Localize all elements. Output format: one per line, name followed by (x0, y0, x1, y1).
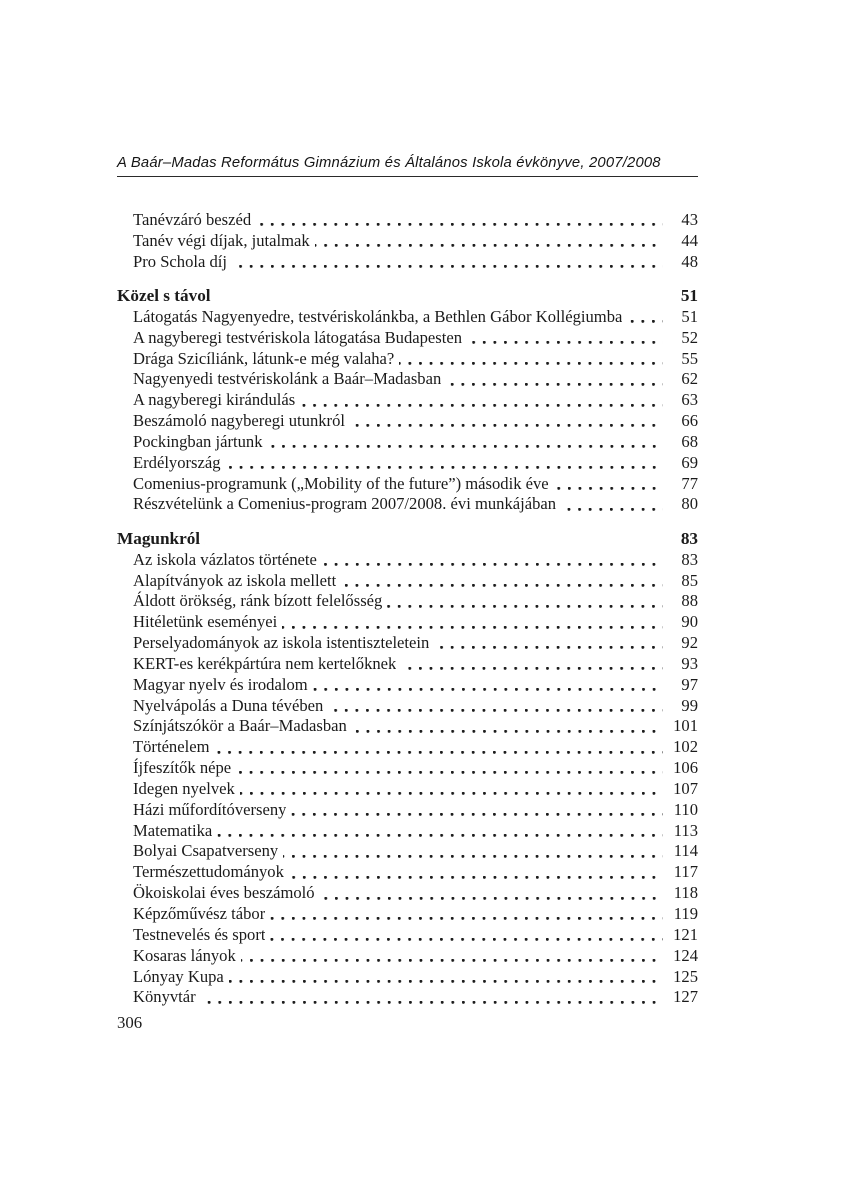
leader-dots (241, 946, 663, 967)
toc-entry (117, 821, 698, 842)
leader-dots (201, 987, 663, 1008)
toc-entry (117, 550, 698, 571)
toc-section-title: Közel s távol (117, 286, 211, 306)
leader-dots (467, 328, 663, 349)
toc-entry-page: 114 (673, 841, 698, 861)
leader-dots (399, 349, 663, 370)
toc-entry-title: Íjfeszítők népe (133, 758, 232, 778)
toc-entry-title: Könyvtár (133, 987, 196, 1007)
toc-entry-page: 110 (673, 799, 698, 819)
toc-section-title: Magunkról (117, 528, 201, 548)
toc-entry-title: Drága Szicíliánk, látunk-e még valaha? (133, 348, 395, 368)
leader-dots (240, 779, 663, 800)
toc-entry-page: 63 (681, 390, 698, 410)
toc-entry (117, 967, 698, 988)
toc-entry-page: 55 (681, 348, 698, 368)
toc-entry (117, 307, 698, 328)
toc-entry-title: Az iskola vázlatos története (133, 549, 317, 569)
toc-entry (117, 591, 698, 612)
toc-entry-title: Kosaras lányok (133, 945, 236, 965)
toc-entry (117, 328, 698, 349)
leader-dots (289, 862, 663, 883)
leader-dots (282, 612, 663, 633)
toc-entry-title: Pro Schola díj (133, 251, 228, 271)
toc-entry-title: A nagyberegi testvériskola látogatása Budapesten (133, 327, 463, 347)
toc-entry-title: Színjátszókör a Baár–Madasban (133, 716, 347, 736)
toc-entry-title: Testnevelés és sport (133, 924, 266, 944)
toc-entry (117, 411, 698, 432)
leader-dots (341, 571, 663, 592)
leader-dots (256, 210, 663, 231)
toc-entry (117, 369, 698, 390)
leader-dots (229, 967, 663, 988)
leader-dots (387, 591, 663, 612)
toc-entry (117, 946, 698, 967)
toc-entry-title: Hitéletünk eseményei (133, 612, 278, 632)
toc-entry-page: 77 (681, 473, 698, 493)
toc-entry-page: 97 (681, 674, 698, 694)
toc-entry (117, 883, 698, 904)
toc-entry-title: Tanév végi díjak, jutalmak (133, 230, 310, 250)
leader-dots (401, 654, 663, 675)
toc-entry (117, 231, 698, 252)
toc-entry-page: 90 (681, 612, 698, 632)
toc-entry-page: 124 (673, 945, 698, 965)
toc-entry (117, 904, 698, 925)
leader-dots (554, 474, 663, 495)
toc-entry-page: 69 (681, 452, 698, 472)
toc-entry-page: 119 (673, 904, 698, 923)
toc-entry-page: 85 (681, 570, 698, 590)
toc-entry (117, 571, 698, 592)
toc-entry (117, 862, 698, 883)
toc-entry (117, 800, 698, 821)
toc-entry-title: Matematika (133, 820, 213, 840)
toc-entry-title: Részvételünk a Comenius-program 2007/2008. évi munkájában (133, 494, 557, 514)
toc-entry-page: 93 (681, 653, 698, 673)
toc-entry-title: Bolyai Csapatverseny (133, 841, 279, 861)
toc-entry-page: 52 (681, 327, 698, 347)
leader-dots (328, 696, 663, 717)
toc-entry (117, 654, 698, 675)
toc-entry (117, 252, 698, 273)
toc-section-heading (117, 529, 698, 550)
toc-entry-page: 121 (673, 924, 698, 944)
toc-entry-title: Nagyenyedi testvériskolánk a Baár–Madasban (133, 369, 442, 389)
leader-dots (283, 841, 663, 862)
toc-entry-page: 43 (681, 210, 698, 229)
toc-entry-page: 66 (681, 411, 698, 431)
leader-dots (217, 821, 663, 842)
toc-entry-title: Áldott örökség, ránk bízott felelősség (133, 591, 383, 611)
leader-dots (313, 675, 663, 696)
toc-entry-title: Képzőművész tábor (133, 904, 266, 923)
toc-entry-page: 68 (681, 431, 698, 451)
toc-entry-page: 101 (673, 716, 698, 736)
leader-dots (352, 716, 663, 737)
leader-dots (434, 633, 663, 654)
leader-dots (446, 369, 663, 390)
toc-entry (117, 675, 698, 696)
leader-dots (270, 925, 663, 946)
toc-entry-page: 107 (673, 778, 698, 798)
toc-entry-title: Látogatás Nagyenyedre, testvériskolánkba, a Bethlen Gábor Kollégiumba (133, 306, 623, 326)
leader-dots (291, 800, 663, 821)
toc-entry-title: Beszámoló nagyberegi utunkról (133, 411, 345, 431)
toc-entry-title: KERT-es kerékpártúra nem kertelőknek (133, 653, 397, 673)
toc-entry-page: 113 (673, 820, 698, 840)
toc-entry (117, 987, 698, 1008)
running-header-text: A Baár–Madas Református Gimnázium és Általános Iskola évkönyve, 2007/2008 (117, 155, 661, 171)
toc-entry-title: Erdélyország (133, 452, 221, 472)
toc-entry-page: 51 (681, 306, 698, 326)
toc-entry-page: 127 (673, 987, 698, 1007)
toc-entry-page: 88 (681, 591, 698, 611)
toc-entry (117, 432, 698, 453)
leader-dots (561, 494, 663, 515)
toc-entry (117, 453, 698, 474)
table-of-contents (117, 210, 698, 1008)
toc-entry-page: 83 (681, 549, 698, 569)
page-number: 306 (117, 1013, 143, 1032)
toc-entry-page: 44 (681, 230, 698, 250)
toc-entry (117, 349, 698, 370)
toc-entry (117, 696, 698, 717)
leader-dots (226, 453, 663, 474)
toc-entry-page: 62 (681, 369, 698, 389)
leader-dots (300, 390, 663, 411)
toc-entry (117, 494, 698, 515)
leader-dots (214, 737, 663, 758)
leader-dots (232, 252, 663, 273)
leader-dots (236, 758, 663, 779)
toc-entry-page: 117 (673, 862, 698, 882)
toc-entry (117, 737, 698, 758)
toc-section-heading (117, 286, 698, 307)
leader-dots (350, 411, 663, 432)
toc-entry-title: Ökoiskolai éves beszámoló (133, 883, 315, 903)
toc-entry-page: 102 (673, 737, 698, 757)
toc-entry (117, 612, 698, 633)
toc-entry-title: Tanévzáró beszéd (133, 210, 252, 229)
toc-section-page: 51 (680, 286, 698, 306)
toc-entry-title: Alapítványok az iskola mellett (133, 570, 337, 590)
toc-entry (117, 474, 698, 495)
toc-entry-title: Pockingban jártunk (133, 431, 263, 451)
toc-entry-page: 80 (681, 494, 698, 514)
toc-entry-page: 125 (673, 966, 698, 986)
toc-entry-title: Perselyadományok az iskola istentiszteletein (133, 633, 430, 653)
toc-entry-title: Comenius-programunk („Mobility of the future”) második éve (133, 473, 549, 493)
leader-dots (322, 550, 663, 571)
toc-entry (117, 633, 698, 654)
toc-entry-page: 106 (673, 758, 698, 778)
running-header (117, 155, 698, 177)
toc-entry-page: 99 (681, 695, 698, 715)
toc-entry (117, 210, 698, 231)
toc-entry-title: Lónyay Kupa (133, 966, 224, 986)
toc-entry-title: A nagyberegi kirándulás (133, 390, 296, 410)
toc-entry (117, 390, 698, 411)
toc-entry (117, 779, 698, 800)
leader-dots (627, 307, 663, 328)
toc-entry (117, 841, 698, 862)
toc-section-page: 83 (680, 528, 698, 548)
toc-entry-title: Történelem (133, 737, 210, 757)
leader-dots (268, 432, 663, 453)
leader-dots (315, 231, 663, 252)
leader-dots (270, 904, 663, 925)
toc-entry-title: Idegen nyelvek (133, 778, 235, 798)
toc-entry-page: 92 (681, 633, 698, 653)
toc-entry (117, 758, 698, 779)
toc-entry-page: 48 (681, 251, 698, 271)
toc-entry-page: 118 (673, 883, 698, 903)
toc-entry (117, 925, 698, 946)
toc-entry-title: Házi műfordítóverseny (133, 799, 287, 819)
toc-entry-title: Nyelvápolás a Duna tévében (133, 695, 324, 715)
toc-entry-title: Természettudományok (133, 862, 284, 882)
toc-entry-title: Magyar nyelv és irodalom (133, 674, 308, 694)
toc-entry (117, 716, 698, 737)
leader-dots (320, 883, 663, 904)
